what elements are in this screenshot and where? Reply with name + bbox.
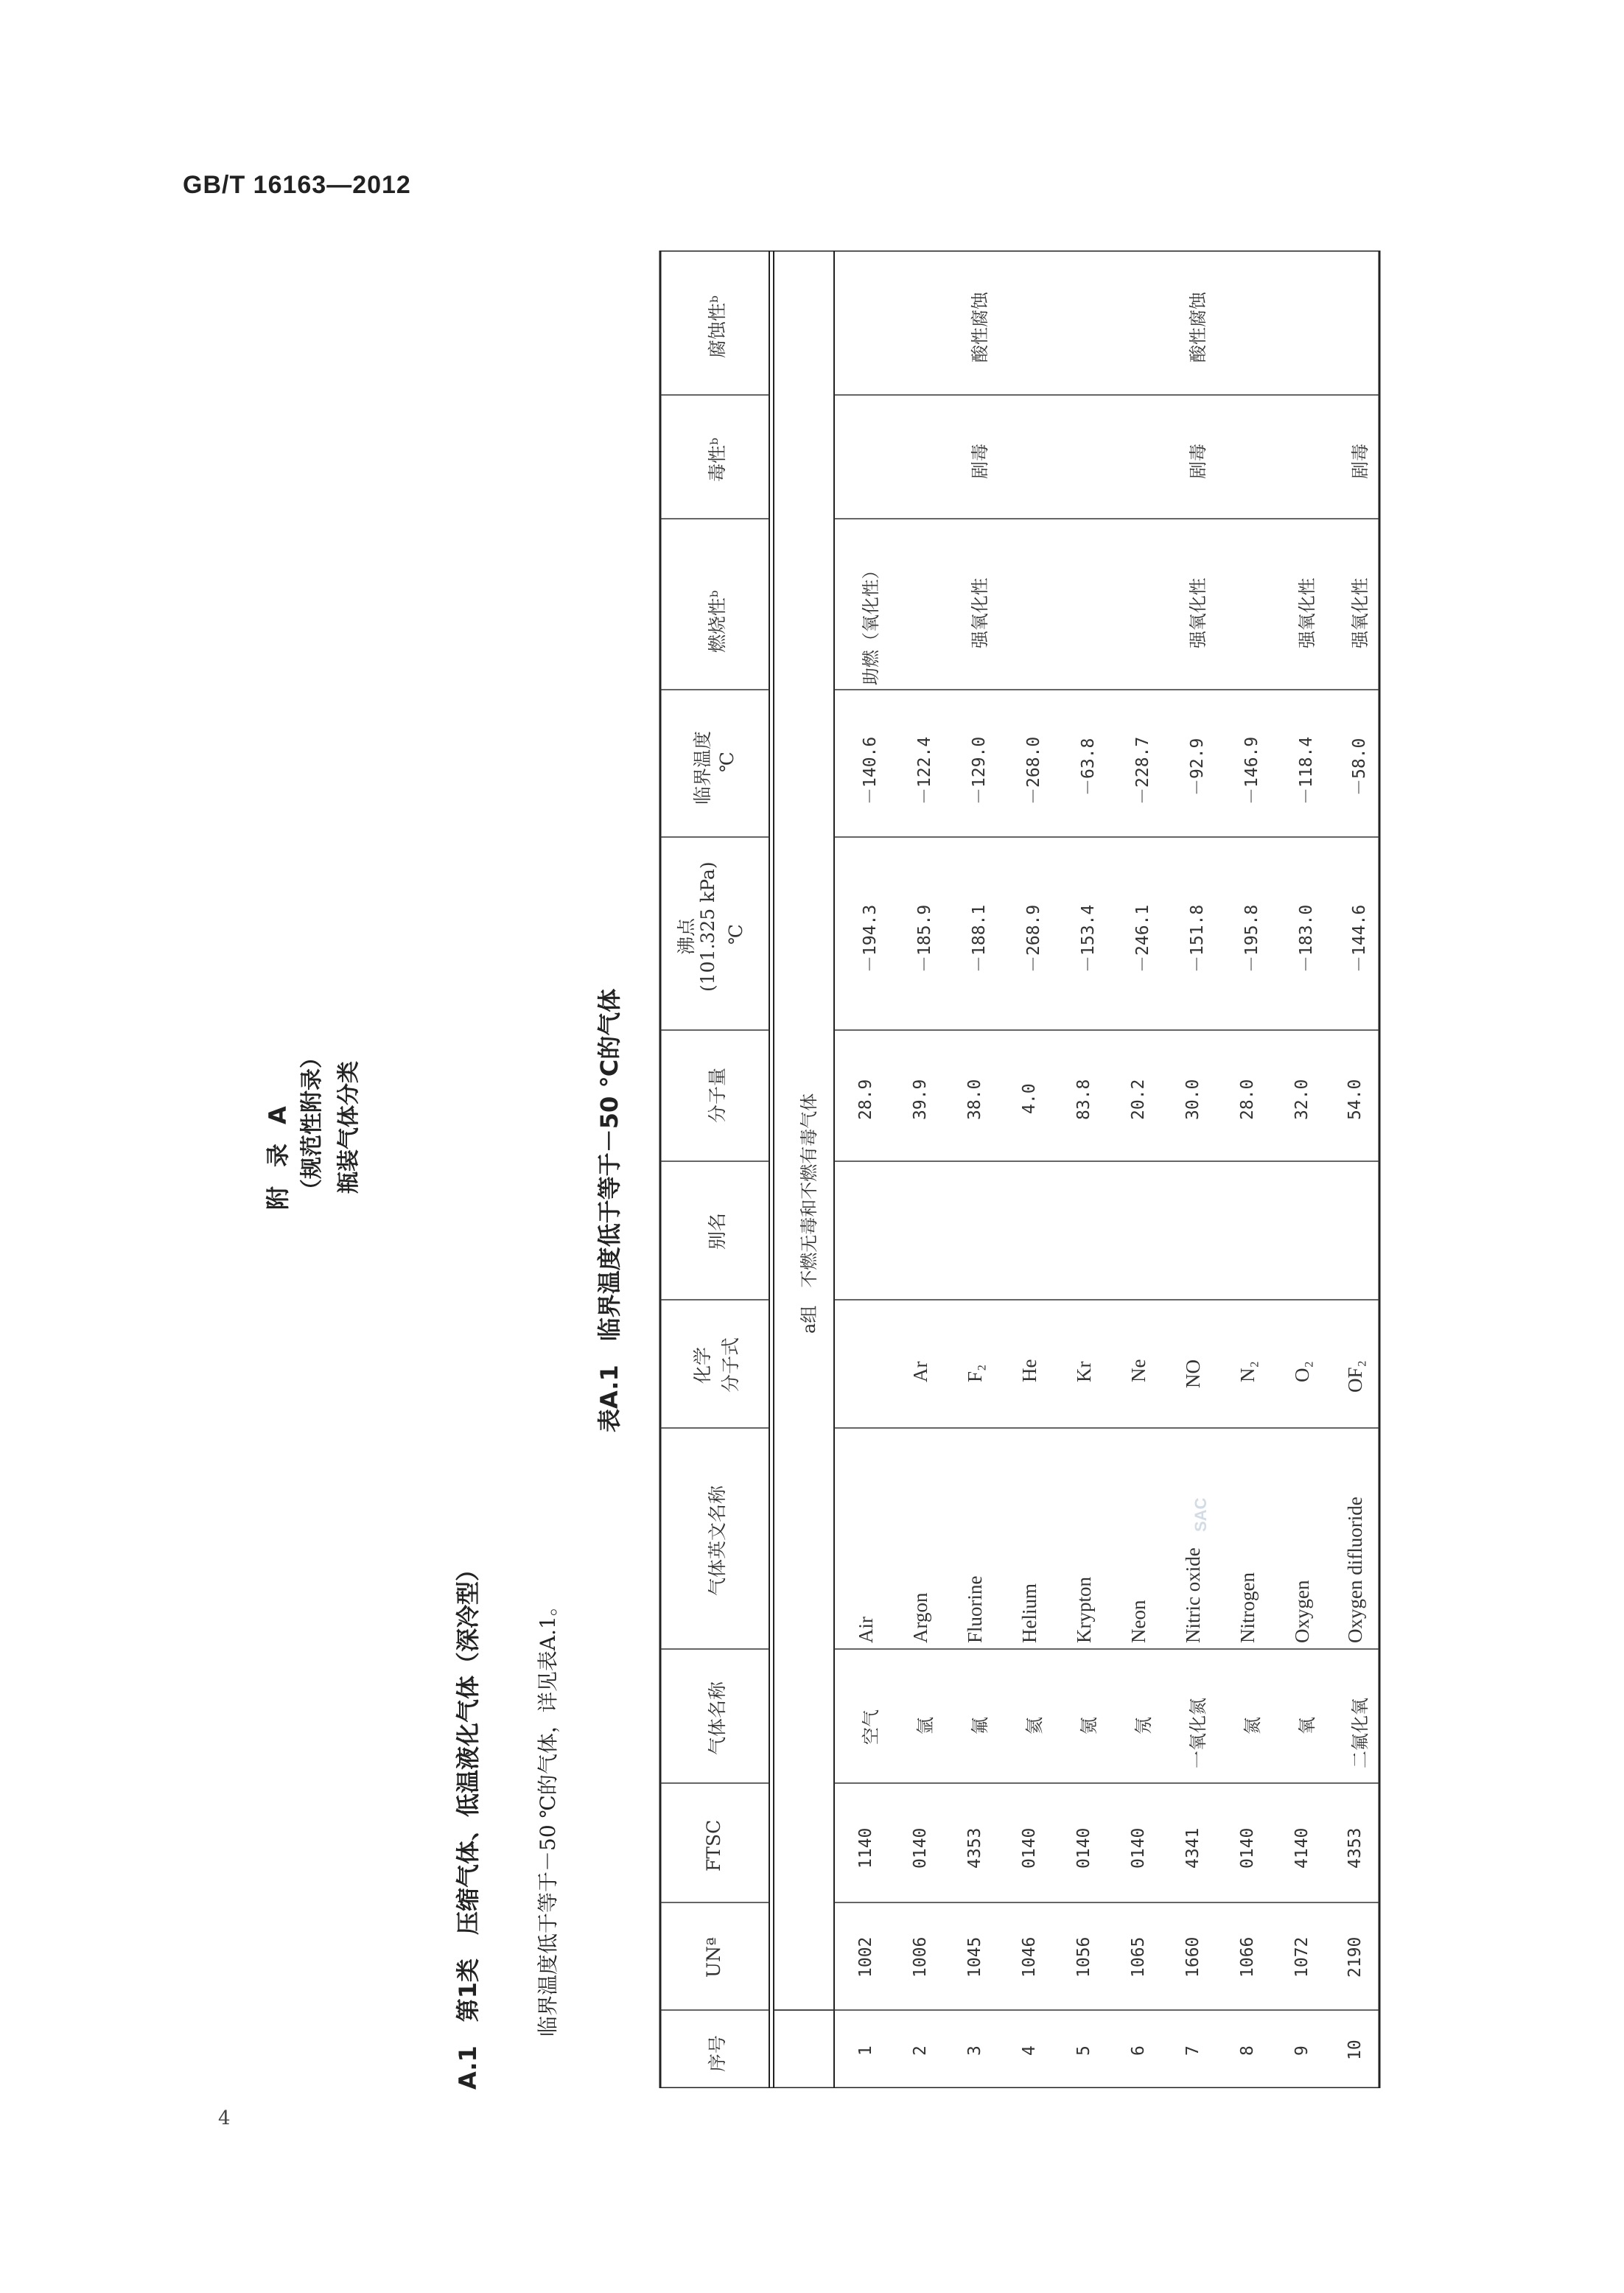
header-formula-line2: 分子式: [720, 1337, 741, 1393]
row-10-tox: 剧毒: [1350, 444, 1371, 479]
row-1-un: 1002: [856, 1936, 875, 1978]
annex-title: 附录A: [264, 1087, 292, 1210]
row-6-mw: 20.2: [1129, 1079, 1148, 1120]
row-4-mw: 4.0: [1020, 1083, 1039, 1114]
header-corr: 腐蚀性ᵇ: [707, 295, 728, 358]
row-4-ftsc: 0140: [1020, 1827, 1039, 1869]
row-2-name-en: Argon: [909, 1592, 931, 1643]
watermark-logo: SAC: [1191, 1497, 1210, 1532]
row-5-name-cn: 氪: [1079, 1717, 1099, 1734]
row-9-un: 1072: [1292, 1936, 1312, 1978]
row-1-ct: －140.6: [861, 736, 880, 805]
row-7-formula: NO: [1182, 1359, 1204, 1388]
table-grid: [653, 251, 1390, 2088]
row-7-mw: 30.0: [1183, 1079, 1203, 1120]
row-3-tox: 剧毒: [970, 444, 990, 479]
row-6-bp: －246.1: [1133, 904, 1152, 973]
row-9-ftsc: 4140: [1292, 1827, 1312, 1869]
gas-classification-table: [653, 251, 1390, 2088]
row-6-formula: Ne: [1127, 1359, 1149, 1382]
row-3-corr: 酸性腐蚀: [970, 292, 990, 363]
row-3-formula: F₂: [964, 1364, 986, 1382]
row-1-flam: 助燃（氧化性）: [861, 561, 881, 685]
row-8-name-en: Nitrogen: [1236, 1572, 1259, 1643]
row-5-ftsc: 0140: [1074, 1827, 1093, 1869]
row-6-seq: 6: [1129, 2045, 1148, 2056]
row-10-name-en: Oxygen difluoride: [1344, 1496, 1366, 1643]
row-7-tox: 剧毒: [1188, 444, 1208, 479]
row-4-ct: －268.0: [1024, 736, 1043, 805]
row-5-seq: 5: [1074, 2045, 1093, 2056]
header-flam: 燃烧性ᵇ: [707, 590, 728, 653]
row-7-seq: 7: [1183, 2045, 1203, 2056]
row-5-bp: －153.4: [1079, 904, 1098, 973]
header-bp-line1: 沸点: [676, 917, 697, 955]
row-10-bp: －144.6: [1350, 904, 1369, 973]
row-3-mw: 38.0: [965, 1079, 984, 1120]
header-ct-line2: ℃: [716, 752, 738, 772]
annex-type: （规范性附录）: [299, 1046, 325, 1201]
row-7-flam: 强氧化性: [1188, 578, 1208, 648]
row-7-name-cn: 一氧化氮: [1188, 1698, 1208, 1768]
row-5-formula: Kr: [1073, 1361, 1095, 1382]
row-1-name-en: Air: [855, 1617, 877, 1643]
row-7-un: 1660: [1183, 1936, 1203, 1978]
row-1-bp: －194.3: [861, 904, 880, 973]
row-3-flam: 强氧化性: [970, 578, 990, 648]
row-8-formula: N₂: [1236, 1361, 1259, 1382]
header-bp-line2: (101.325 kPa): [697, 861, 718, 992]
row-2-ftsc: 0140: [911, 1827, 930, 1869]
row-3-name-cn: 氟: [970, 1717, 990, 1734]
header-tox: 毒性ᵇ: [707, 438, 728, 482]
row-4-name-en: Helium: [1018, 1583, 1040, 1643]
table-title: 表A.1 临界温度低于等于－50 ℃的气体: [595, 988, 623, 1432]
row-7-ct: －92.9: [1188, 738, 1207, 796]
row-3-un: 1045: [965, 1936, 984, 1978]
row-10-mw: 54.0: [1345, 1079, 1365, 1120]
row-1-ftsc: 1140: [856, 1827, 875, 1869]
row-10-ftsc: 4353: [1345, 1827, 1365, 1869]
row-9-seq: 9: [1292, 2045, 1312, 2056]
row-10-flam: 强氧化性: [1350, 578, 1371, 648]
header-name-cn: 气体名称: [707, 1681, 728, 1755]
row-2-bp: －185.9: [915, 904, 934, 973]
header-un: UNª: [703, 1937, 724, 1978]
row-10-ct: －58.0: [1350, 738, 1369, 796]
row-3-ftsc: 4353: [965, 1827, 984, 1869]
row-9-mw: 32.0: [1292, 1079, 1312, 1120]
row-8-ct: －146.9: [1242, 736, 1261, 805]
row-3-name-en: Fluorine: [964, 1575, 986, 1643]
row-7-name-en: Nitric oxide: [1182, 1547, 1204, 1643]
header-ftsc: FTSC: [703, 1819, 724, 1872]
row-10-formula: OF₂: [1344, 1360, 1366, 1393]
section-text: 临界温度低于等于－50 ℃的气体，详见表A.1。: [536, 1595, 560, 2037]
row-9-bp: －183.0: [1297, 904, 1316, 973]
header-mw: 分子量: [707, 1067, 728, 1123]
row-9-name-cn: 氧: [1297, 1717, 1317, 1734]
row-2-mw: 39.9: [911, 1079, 930, 1120]
row-1-seq: 1: [856, 2045, 875, 2056]
row-10-un: 2190: [1345, 1936, 1365, 1978]
row-7-ftsc: 4341: [1183, 1827, 1203, 1869]
row-8-un: 1066: [1238, 1936, 1257, 1978]
row-2-seq: 2: [911, 2045, 930, 2056]
row-4-formula: He: [1018, 1359, 1040, 1382]
row-5-un: 1056: [1074, 1936, 1093, 1978]
row-4-seq: 4: [1020, 2045, 1039, 2056]
row-8-name-cn: 氮: [1242, 1717, 1263, 1734]
row-7-corr: 酸性腐蚀: [1188, 292, 1208, 363]
row-5-ct: －63.8: [1079, 738, 1098, 796]
row-9-flam: 强氧化性: [1297, 578, 1317, 648]
row-2-un: 1006: [911, 1936, 930, 1978]
header-formula-line1: 化学: [692, 1346, 713, 1384]
row-1-mw: 28.9: [856, 1079, 875, 1120]
row-8-bp: －195.8: [1242, 904, 1261, 973]
row-4-un: 1046: [1020, 1936, 1039, 1978]
row-8-seq: 8: [1238, 2045, 1257, 2056]
row-6-name-en: Neon: [1127, 1600, 1149, 1643]
row-2-formula: Ar: [909, 1361, 931, 1382]
row-4-name-cn: 氦: [1024, 1717, 1045, 1734]
header-bp-line3: ℃: [725, 924, 746, 945]
row-9-name-en: Oxygen: [1291, 1580, 1313, 1643]
standard-code: GB/T 16163—2012: [183, 171, 411, 199]
section-heading: A.1 第1类 压缩气体、低温液化气体（深冷型）: [454, 1557, 482, 2090]
row-3-ct: －129.0: [970, 736, 989, 805]
header-ct-line1: 临界温度: [692, 730, 713, 805]
annex-subject: 瓶装气体分类: [336, 1061, 362, 1194]
row-5-name-en: Krypton: [1073, 1577, 1095, 1643]
row-8-ftsc: 0140: [1238, 1827, 1257, 1869]
row-6-name-cn: 氖: [1133, 1717, 1154, 1734]
row-4-bp: －268.9: [1024, 904, 1043, 973]
row-9-ct: －118.4: [1297, 736, 1316, 805]
row-10-seq: 10: [1345, 2040, 1365, 2060]
header-seq: 序号: [707, 2034, 728, 2072]
row-2-ct: －122.4: [915, 736, 934, 805]
row-6-ftsc: 0140: [1129, 1827, 1148, 1869]
row-3-seq: 3: [965, 2045, 984, 2056]
header-name-en: 气体英文名称: [707, 1485, 728, 1596]
row-8-mw: 28.0: [1238, 1079, 1257, 1120]
row-5-mw: 83.8: [1074, 1079, 1093, 1120]
row-9-formula: O₂: [1291, 1361, 1313, 1382]
row-10-name-cn: 二氟化氧: [1350, 1698, 1371, 1768]
row-6-ct: －228.7: [1133, 736, 1152, 805]
row-3-bp: －188.1: [970, 904, 989, 973]
row-2-name-cn: 氩: [915, 1717, 936, 1734]
header-alias: 别名: [707, 1212, 728, 1250]
row-1-name-cn: 空气: [861, 1709, 881, 1745]
row-7-bp: －151.8: [1188, 904, 1207, 973]
group-label: a组 不燃无毒和不燃有毒气体: [799, 1093, 819, 1334]
row-6-un: 1065: [1129, 1936, 1148, 1978]
page-number: 4: [218, 2107, 231, 2129]
